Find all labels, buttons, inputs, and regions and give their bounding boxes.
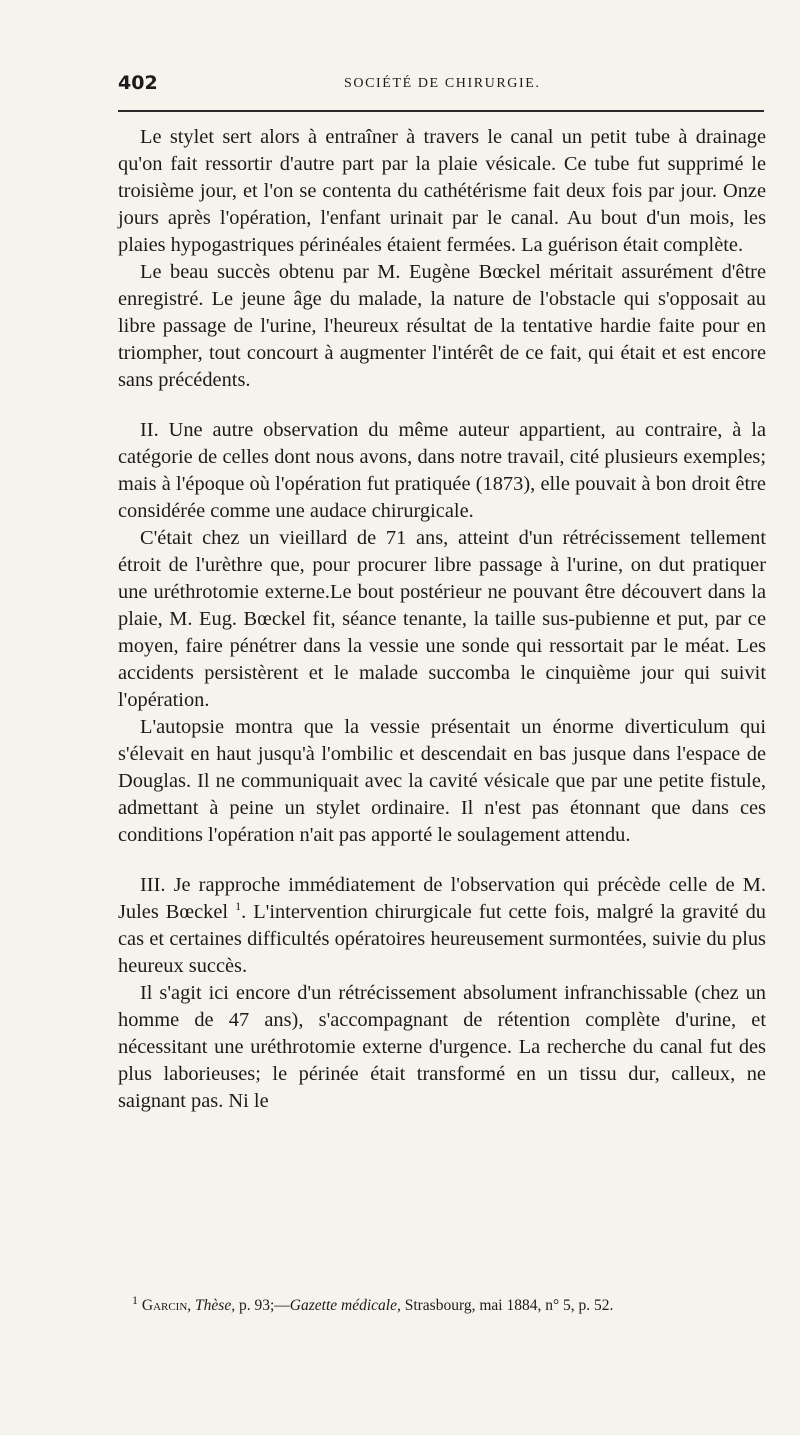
paragraph-section-ii: II. Une autre observation du même auteur appartient, au contraire, à la catégorie de celles dont nous avons, dans notre travail, cité plusieurs exemples; mais à l'époque où l'opération fut pratiquée (1873), elle pouvait à bon droit être considérée comme une audace chirurgicale. <box>118 419 766 522</box>
footnote-page-ref: p. 93;— <box>238 1297 290 1314</box>
footnote <box>118 1292 778 1316</box>
paragraph: L'autopsie montra que la vessie présentait un énorme diverticulum qui s'élevait en haut jusqu'à l'ombilic et descendait en bas jusque dans l'espace de Douglas. Il ne communiquait avec la cavité vésicale que par une petite fistule, admettant à peine un stylet ordinaire. Il n'est pas étonnant que dans ces conditions l'opération n'ait pas apporté le soulagement attendu. <box>118 716 766 846</box>
paragraph-text: III. Je rapproche immédiatement de l'observation qui précède celle de M. Jules Bœckel <box>118 874 766 923</box>
page-header <box>118 72 758 98</box>
footnote-journal: Gazette médicale, <box>289 1297 401 1314</box>
footnote-marker: 1 <box>132 1292 138 1307</box>
paragraph: Le stylet sert alors à entraîner à travers le canal un petit tube à drainage qu'on fait ressortir d'autre part par la plaie vésicale. Ce tube fut supprimé le troisième jour, et l'on se contenta du cathétérisme fait deux fois par jour. Onze jours après l'opération, l'enfant urinait par le canal. Au bout d'un mois, les plaies hypogastriques périnéales étaient fermées. La guérison était complète. <box>118 126 766 256</box>
footnote-reference: 1 <box>235 899 242 914</box>
footnote-details: Strasbourg, mai 1884, n° 5, p. 52. <box>404 1297 614 1314</box>
paragraph: C'était chez un vieillard de 71 ans, atteint d'un rétrécissement tellement étroit de l'urèthre que, pour procurer libre passage à l'urine, on dut pratiquer une uréthrotomie externe.Le bout postérieur ne pouvant être découvert dans la plaie, M. Eug. Bœckel fit, séance tenante, la taille sus-pubienne et put, par ce moyen, faire pénétrer dans la vessie une sonde qui ressortait par le méat. Les accidents persistèrent et le malade succomba le cinquième jour qui suivit l'opération. <box>118 527 766 711</box>
running-head: SOCIÉTÉ DE CHIRURGIE. <box>344 76 541 91</box>
paragraph: Il s'agit ici encore d'un rétrécissement absolument infranchissable (chez un homme de 47 ans), s'accompagnant de rétention complète d'urine, et nécessitant une uréthrotomie externe d'urgence. La recherche du canal fut des plus laborieuses; le périnée était transformé en un tissu dur, calleux, ne saignant pas. Ni le <box>118 982 766 1112</box>
footnote-author: Garcin, <box>141 1297 192 1314</box>
page-number: 402 <box>118 72 158 94</box>
paragraph-text: L'intervention chirurgicale fut cette fois, malgré la gravité du cas et certaines difficultés opératoires heureusement surmontées, suivie du plus heureux succès. <box>118 901 766 977</box>
body-text <box>118 124 766 1115</box>
header-rule <box>118 110 764 112</box>
paragraph-section-iii: III. Je rapproche immédiatement de l'observation qui précède celle de M. Jules Bœckel $^1$. L'intervention chirurgicale fut cette fois, malgré la gravité du cas et certaines difficultés opératoires heureusement surmontées, suivie du plus heureux succès. <box>118 874 766 977</box>
footnote-work: Thèse, <box>195 1297 236 1314</box>
paragraph: Le beau succès obtenu par M. Eugène Bœckel méritait assurément d'être enregistré. Le jeune âge du malade, la nature de l'obstacle qui s'opposait au libre passage de l'urine, l'heureux résultat de la tentative hardie faite pour en triompher, tout concourt à augmenter l'intérêt de ce fait, qui était et est encore sans précédents. <box>118 261 766 391</box>
